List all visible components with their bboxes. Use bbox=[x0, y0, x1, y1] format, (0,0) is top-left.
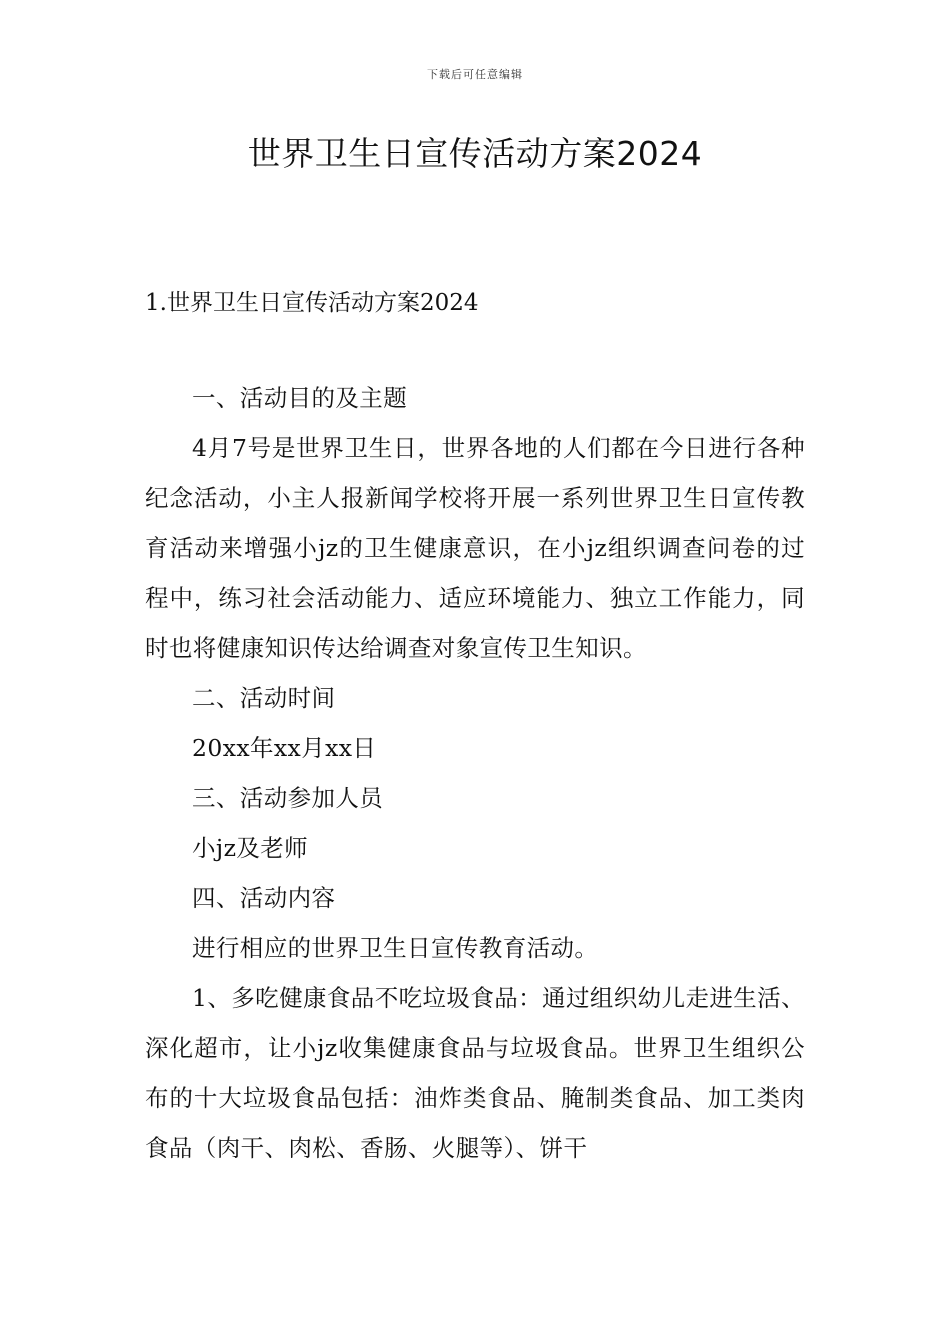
paragraph-content-intro: 进行相应的世界卫生日宣传教育活动。 bbox=[192, 934, 599, 962]
paragraph-content-item-1: 1、多吃健康食品不吃垃圾食品：通过组织幼儿走进生活、深化超市，让小jz收集健康食品与垃圾食品。世界卫生组织公布的十大垃圾食品包括：油炸类食品、腌制类食品、加工类肉食品（肉干、肉松、香肠、火腿等）、饼干 bbox=[145, 984, 805, 1162]
header-note: 下载后可任意编辑 bbox=[427, 68, 523, 81]
section-heading: 1.世界卫生日宣传活动方案2024 bbox=[145, 290, 479, 316]
heading-time: 二、活动时间 bbox=[192, 684, 336, 712]
document-title: 世界卫生日宣传活动方案2024 bbox=[247, 134, 703, 173]
heading-purpose: 一、活动目的及主题 bbox=[192, 384, 408, 412]
paragraph-purpose: 4月7号是世界卫生日，世界各地的人们都在今日进行各种纪念活动，小主人报新闻学校将开展一系列世界卫生日宣传教育活动来增强小jz的卫生健康意识，在小jz组织调查问卷的过程中，练习社会活动能力、适应环境能力、独立工作能力，同时也将健康知识传达给调查对象宣传卫生知识。 bbox=[145, 434, 805, 662]
heading-content: 四、活动内容 bbox=[192, 884, 336, 912]
heading-participants: 三、活动参加人员 bbox=[192, 784, 384, 812]
document-body bbox=[145, 373, 805, 1173]
paragraph-participants: 小jz及老师 bbox=[192, 834, 309, 862]
paragraph-time: 20xx年xx月xx日 bbox=[192, 734, 377, 762]
